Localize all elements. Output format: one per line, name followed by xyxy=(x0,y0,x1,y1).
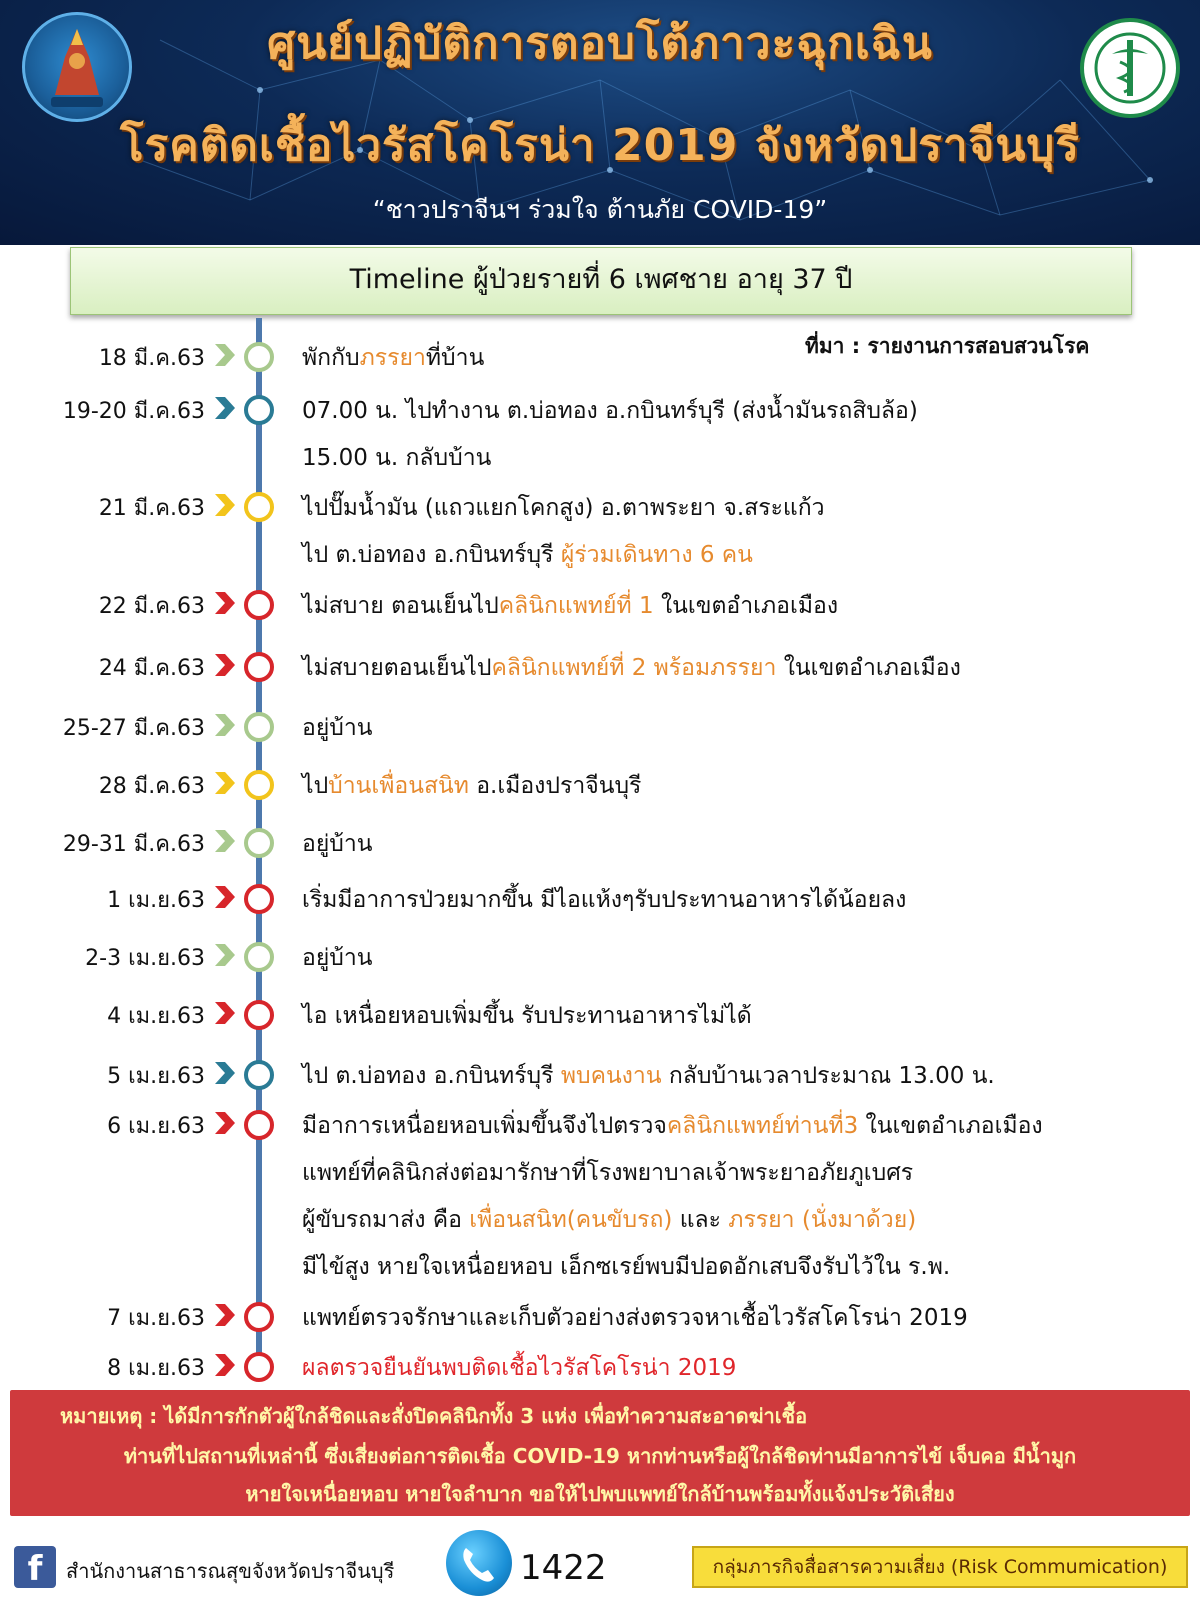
event-date: 5 เม.ย.63 xyxy=(107,1064,205,1089)
event-text: 07.00 น. ไปทำงาน ต.บ่อทอง อ.กบินทร์บุรี (ส่งน้ำมันรถสิบล้อ) xyxy=(302,398,918,424)
event-description xyxy=(302,998,752,1034)
event-description xyxy=(302,940,373,976)
chevron-right-icon xyxy=(212,342,238,368)
event-text: กลับบ้านเวลาประมาณ 13.00 น. xyxy=(661,1063,995,1089)
note-line-2: ท่านที่ไปสถานที่เหล่านี้ ซึ่งเสี่ยงต่อการติดเชื้อ COVID-19 หากท่านหรือผู้ใกล้ชิดท่านมีอาการไข้ เจ็บคอ มีน้ำมูก xyxy=(123,1444,1077,1468)
event-text: ไม่สบาย ตอนเย็นไป xyxy=(302,593,499,619)
event-description xyxy=(302,710,373,746)
event-text: ในเขตอำเภอเมือง xyxy=(858,1113,1043,1139)
timeline-node xyxy=(244,1060,274,1090)
note-line-3: หายใจเหนื่อยหอบ หายใจลำบาก ขอให้ไปพบแพทย์ใกล้บ้านพร้อมทั้งแจ้งประวัติเสี่ยง xyxy=(245,1482,955,1506)
event-text: ผู้ขับรถมาส่ง คือ xyxy=(302,1207,470,1233)
event-text: ในเขตอำเภอเมือง xyxy=(776,655,961,681)
event-date: 8 เม.ย.63 xyxy=(107,1356,205,1381)
event-date: 22 มี.ค.63 xyxy=(98,594,205,619)
event-description xyxy=(302,340,484,376)
event-description xyxy=(302,826,373,862)
timeline-node xyxy=(244,770,274,800)
chevron-right-icon xyxy=(212,652,238,678)
event-description xyxy=(302,588,838,624)
timeline-node xyxy=(244,1352,274,1382)
event-text: อยู่บ้าน xyxy=(302,831,373,857)
event-description xyxy=(302,650,961,686)
event-date: 7 เม.ย.63 xyxy=(107,1306,205,1331)
hotline-number: 1422 xyxy=(520,1548,607,1588)
event-description xyxy=(302,1108,1043,1144)
header-banner xyxy=(0,0,1200,245)
event-description xyxy=(302,1155,913,1191)
chevron-right-icon xyxy=(212,828,238,854)
office-name: สำนักงานสาธารณสุขจังหวัดปราจีนบุรี xyxy=(66,1559,395,1583)
event-date: 24 มี.ค.63 xyxy=(98,656,205,681)
timeline-node xyxy=(244,942,274,972)
event-text: ที่บ้าน xyxy=(425,345,485,371)
header-title-line1: ศูนย์ปฏิบัติการตอบโต้ภาวะฉุกเฉิน xyxy=(267,18,933,69)
chevron-right-icon xyxy=(212,1060,238,1086)
event-text: อ.เมืองปราจีนบุรี xyxy=(468,773,642,799)
event-text: แพทย์ตรวจรักษาและเก็บตัวอย่างส่งตรวจหาเชื้อไวรัสโคโรน่า 2019 xyxy=(302,1305,968,1331)
event-description xyxy=(302,1249,950,1285)
handset-icon xyxy=(446,1530,512,1596)
event-text: ไป xyxy=(302,773,329,799)
event-text: พักกับ xyxy=(302,345,360,371)
highlighted-text: ผู้ร่วมเดินทาง 6 คน xyxy=(560,542,753,568)
note-line-1: หมายเหตุ : ได้มีการกักตัวผู้ใกล้ชิดและสั่งปิดคลินิกทั้ง 3 แห่ง เพื่อทำความสะอาดฆ่าเชื้อ xyxy=(60,1404,808,1428)
event-description xyxy=(302,1058,995,1094)
event-text: เริ่มมีอาการป่วยมากขึ้น มีไอแห้งๆรับประทานอาหารได้น้อยลง xyxy=(302,887,907,913)
event-date: 19-20 มี.ค.63 xyxy=(62,399,205,424)
event-text: ไม่สบายตอนเย็นไป xyxy=(302,655,492,681)
event-text: แพทย์ที่คลินิกส่งต่อมารักษาที่โรงพยาบาลเจ้าพระยาอภัยภูเบศร xyxy=(302,1160,914,1186)
chevron-right-icon xyxy=(212,770,238,796)
chevron-right-icon xyxy=(212,492,238,518)
event-text: ไปปั๊มน้ำมัน (แถวแยกโคกสูง) อ.ตาพระยา จ.สระแก้ว xyxy=(302,495,825,521)
chevron-right-icon xyxy=(212,590,238,616)
event-description xyxy=(302,1202,916,1238)
highlighted-text: คลินิกแพทย์ที่ 2 พร้อมภรรยา xyxy=(491,655,777,681)
event-date: 29-31 มี.ค.63 xyxy=(62,832,205,857)
timeline-node xyxy=(244,652,274,682)
header-title-line2: โรคติดเชื้อไวรัสโคโรน่า 2019 จังหวัดปราจีนบุรี xyxy=(120,120,1080,171)
timeline-node xyxy=(244,1000,274,1030)
event-description xyxy=(302,393,918,429)
event-date: 18 มี.ค.63 xyxy=(98,346,205,371)
highlighted-text: บ้านเพื่อนสนิท xyxy=(328,773,469,799)
event-date: 1 เม.ย.63 xyxy=(107,888,205,913)
timeline-node xyxy=(244,342,274,372)
chevron-right-icon xyxy=(212,884,238,910)
event-text: อยู่บ้าน xyxy=(302,945,373,971)
event-text: ไป ต.บ่อทอง อ.กบินทร์บุรี xyxy=(302,1063,561,1089)
event-text: ไป ต.บ่อทอง อ.กบินทร์บุรี xyxy=(302,542,561,568)
timeline-node xyxy=(244,395,274,425)
chevron-right-icon xyxy=(212,1000,238,1026)
timeline-node xyxy=(244,590,274,620)
highlighted-text: เพื่อนสนิท(คนขับรถ) xyxy=(469,1207,673,1233)
event-text: ไอ เหนื่อยหอบเพิ่มขึ้น รับประทานอาหารไม่ได้ xyxy=(302,1003,752,1029)
chevron-right-icon xyxy=(212,942,238,968)
chevron-right-icon xyxy=(212,1352,238,1378)
timeline-node xyxy=(244,1302,274,1332)
event-description xyxy=(302,440,491,476)
event-date: 25-27 มี.ค.63 xyxy=(62,716,205,741)
highlighted-text: ภรรยา (นั่งมาด้วย) xyxy=(728,1207,917,1233)
event-description xyxy=(302,1350,736,1386)
highlighted-text: ภรรยา xyxy=(359,345,426,371)
highlighted-text: พบคนงาน xyxy=(560,1063,662,1089)
event-text: มีอาการเหนื่อยหอบเพิ่มขึ้นจึงไปตรวจ xyxy=(302,1113,667,1139)
timeline-node xyxy=(244,492,274,522)
event-description xyxy=(302,537,753,573)
timeline-node xyxy=(244,712,274,742)
event-description xyxy=(302,1300,968,1336)
event-date: 4 เม.ย.63 xyxy=(107,1004,205,1029)
event-date: 6 เม.ย.63 xyxy=(107,1114,205,1139)
event-date: 21 มี.ค.63 xyxy=(98,496,205,521)
highlighted-text: คลินิกแพทย์ที่ 1 xyxy=(498,593,654,619)
timeline-title: Timeline ผู้ป่วยรายที่ 6 เพศชาย อายุ 37 ปี xyxy=(70,247,1132,315)
chevron-right-icon xyxy=(212,712,238,738)
event-date: 28 มี.ค.63 xyxy=(98,774,205,799)
event-text: อยู่บ้าน xyxy=(302,715,373,741)
timeline-node xyxy=(244,884,274,914)
timeline-node xyxy=(244,828,274,858)
phone-icon xyxy=(446,1530,512,1596)
warning-note-box xyxy=(10,1390,1190,1516)
event-description xyxy=(302,768,641,804)
event-text: มีไข้สูง หายใจเหนื่อยหอบ เอ็กซเรย์พบมีปอดอักเสบจึงรับไว้ใน ร.พ. xyxy=(302,1254,951,1280)
facebook-icon[interactable]: f xyxy=(14,1546,56,1588)
chevron-right-icon xyxy=(212,1302,238,1328)
highlighted-text: คลินิกแพทย์ท่านที่3 xyxy=(666,1113,859,1139)
chevron-right-icon xyxy=(212,1110,238,1136)
event-text: และ xyxy=(672,1207,729,1233)
event-description xyxy=(302,882,906,918)
risk-communication-label: กลุ่มภารกิจสื่อสารความเสี่ยง (Risk Commumication) xyxy=(692,1546,1188,1588)
event-text: ในเขตอำเภอเมือง xyxy=(653,593,839,619)
event-date: 2-3 เม.ย.63 xyxy=(85,946,205,971)
chevron-right-icon xyxy=(212,395,238,421)
header-slogan: “ชาวปราจีนฯ ร่วมใจ ต้านภัย COVID-19” xyxy=(372,195,828,224)
highlighted-text: ผลตรวจยืนยันพบติดเชื้อไวรัสโคโรน่า 2019 xyxy=(302,1355,737,1381)
event-description xyxy=(302,490,825,526)
timeline-node xyxy=(244,1110,274,1140)
event-text: 15.00 น. กลับบ้าน xyxy=(302,445,492,471)
source-note: ที่มา : รายงานการสอบสวนโรค xyxy=(805,334,1090,358)
